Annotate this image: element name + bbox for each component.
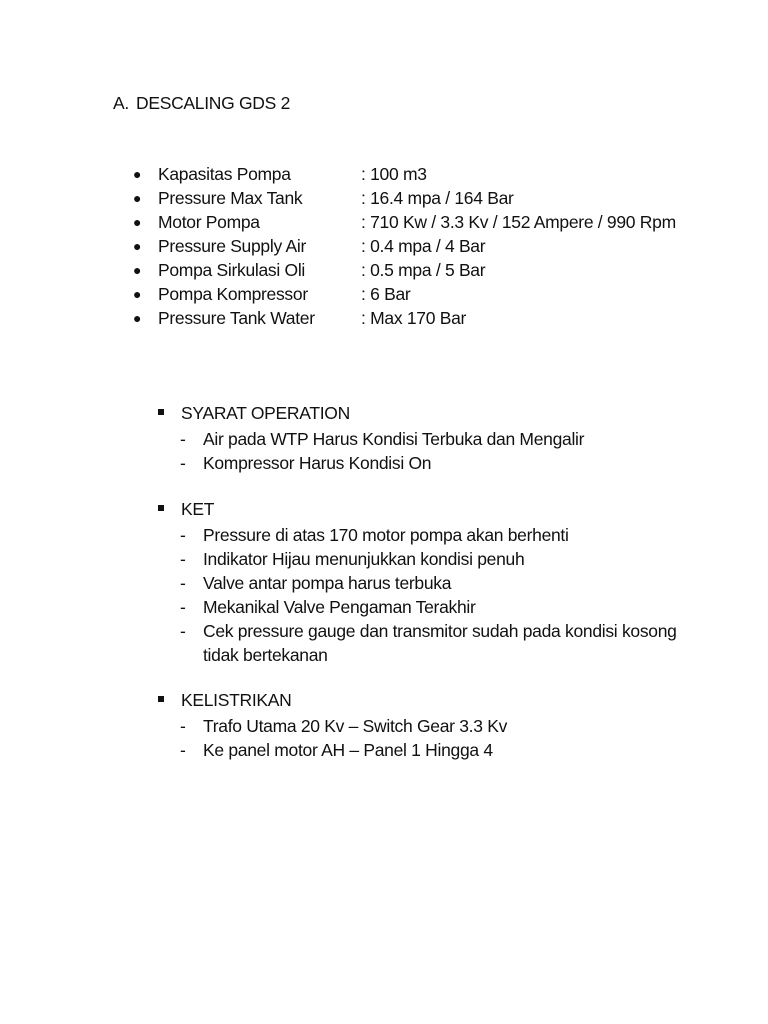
spec-label: Pressure Max Tank bbox=[158, 188, 303, 208]
list-item-text: Mekanikal Valve Pengaman Terakhir bbox=[203, 597, 476, 617]
list-item bbox=[180, 619, 718, 667]
list-item bbox=[180, 738, 718, 762]
list-item bbox=[180, 714, 718, 738]
heading-marker: A. bbox=[113, 93, 129, 113]
list-item-text: Pressure di atas 170 motor pompa akan berhenti bbox=[203, 525, 569, 545]
list-item-text: Ke panel motor AH – Panel 1 Hingga 4 bbox=[203, 740, 493, 760]
sub-list bbox=[180, 523, 718, 667]
spec-label: Pompa Sirkulasi Oli bbox=[158, 260, 305, 280]
section-ket bbox=[158, 499, 718, 667]
dash-icon: - bbox=[180, 573, 186, 593]
spec-row bbox=[133, 260, 733, 284]
sub-list bbox=[180, 427, 718, 475]
spec-row bbox=[133, 284, 733, 308]
list-item-text: Air pada WTP Harus Kondisi Terbuka dan Mengalir bbox=[203, 429, 585, 449]
spec-value: : 16.4 mpa / 164 Bar bbox=[361, 188, 514, 208]
list-item-text: Trafo Utama 20 Kv – Switch Gear 3.3 Kv bbox=[203, 716, 508, 736]
section-title-row bbox=[158, 403, 718, 427]
list-item-text: Kompressor Harus Kondisi On bbox=[203, 453, 432, 473]
spec-row bbox=[133, 212, 733, 236]
sub-list bbox=[180, 714, 718, 762]
list-item bbox=[180, 547, 718, 571]
spec-value: : 0.5 mpa / 5 Bar bbox=[361, 260, 486, 280]
spec-row bbox=[133, 308, 733, 332]
section-title: KELISTRIKAN bbox=[181, 690, 292, 710]
spec-label: Pressure Tank Water bbox=[158, 308, 315, 328]
spec-value: : 710 Kw / 3.3 Kv / 152 Ampere / 990 Rpm bbox=[361, 212, 676, 232]
bullet-icon: ● bbox=[133, 214, 142, 230]
section-title: SYARAT OPERATION bbox=[181, 403, 350, 423]
spec-label: Pressure Supply Air bbox=[158, 236, 306, 256]
section-kelistrikan bbox=[158, 690, 718, 762]
spec-row bbox=[133, 188, 733, 212]
bullet-icon: ● bbox=[133, 238, 142, 254]
section-heading bbox=[113, 93, 290, 114]
section-syarat-operation bbox=[158, 403, 718, 475]
dash-icon: - bbox=[180, 429, 186, 449]
square-bullet-icon bbox=[158, 505, 164, 511]
spec-value: : 0.4 mpa / 4 Bar bbox=[361, 236, 486, 256]
list-item-text: Cek pressure gauge dan transmitor sudah pada kondisi kosong tidak bertekanan bbox=[203, 621, 677, 665]
section-title: KET bbox=[181, 499, 215, 519]
list-item bbox=[180, 427, 718, 451]
list-item-text: Indikator Hijau menunjukkan kondisi penuh bbox=[203, 549, 525, 569]
dash-icon: - bbox=[180, 740, 186, 760]
list-item bbox=[180, 571, 718, 595]
heading-title: DESCALING GDS 2 bbox=[136, 93, 291, 113]
list-item-text: Valve antar pompa harus terbuka bbox=[203, 573, 452, 593]
spec-label: Pompa Kompressor bbox=[158, 284, 308, 304]
dash-icon: - bbox=[180, 453, 186, 473]
spec-label: Motor Pompa bbox=[158, 212, 260, 232]
dash-icon: - bbox=[180, 597, 186, 617]
bullet-icon: ● bbox=[133, 286, 142, 302]
dash-icon: - bbox=[180, 621, 186, 641]
spec-list bbox=[133, 164, 733, 332]
square-bullet-icon bbox=[158, 409, 164, 415]
spec-value: : Max 170 Bar bbox=[361, 308, 467, 328]
section-title-row bbox=[158, 690, 718, 714]
dash-icon: - bbox=[180, 549, 186, 569]
list-item bbox=[180, 595, 718, 619]
bullet-icon: ● bbox=[133, 262, 142, 278]
dash-icon: - bbox=[180, 716, 186, 736]
bullet-icon: ● bbox=[133, 166, 142, 182]
spec-value: : 100 m3 bbox=[361, 164, 427, 184]
spec-row bbox=[133, 164, 733, 188]
spec-label: Kapasitas Pompa bbox=[158, 164, 291, 184]
list-item bbox=[180, 523, 718, 547]
section-title-row bbox=[158, 499, 718, 523]
spec-value: : 6 Bar bbox=[361, 284, 411, 304]
bullet-icon: ● bbox=[133, 190, 142, 206]
spec-row bbox=[133, 236, 733, 260]
list-item bbox=[180, 451, 718, 475]
bullet-icon: ● bbox=[133, 310, 142, 326]
dash-icon: - bbox=[180, 525, 186, 545]
square-bullet-icon bbox=[158, 696, 164, 702]
